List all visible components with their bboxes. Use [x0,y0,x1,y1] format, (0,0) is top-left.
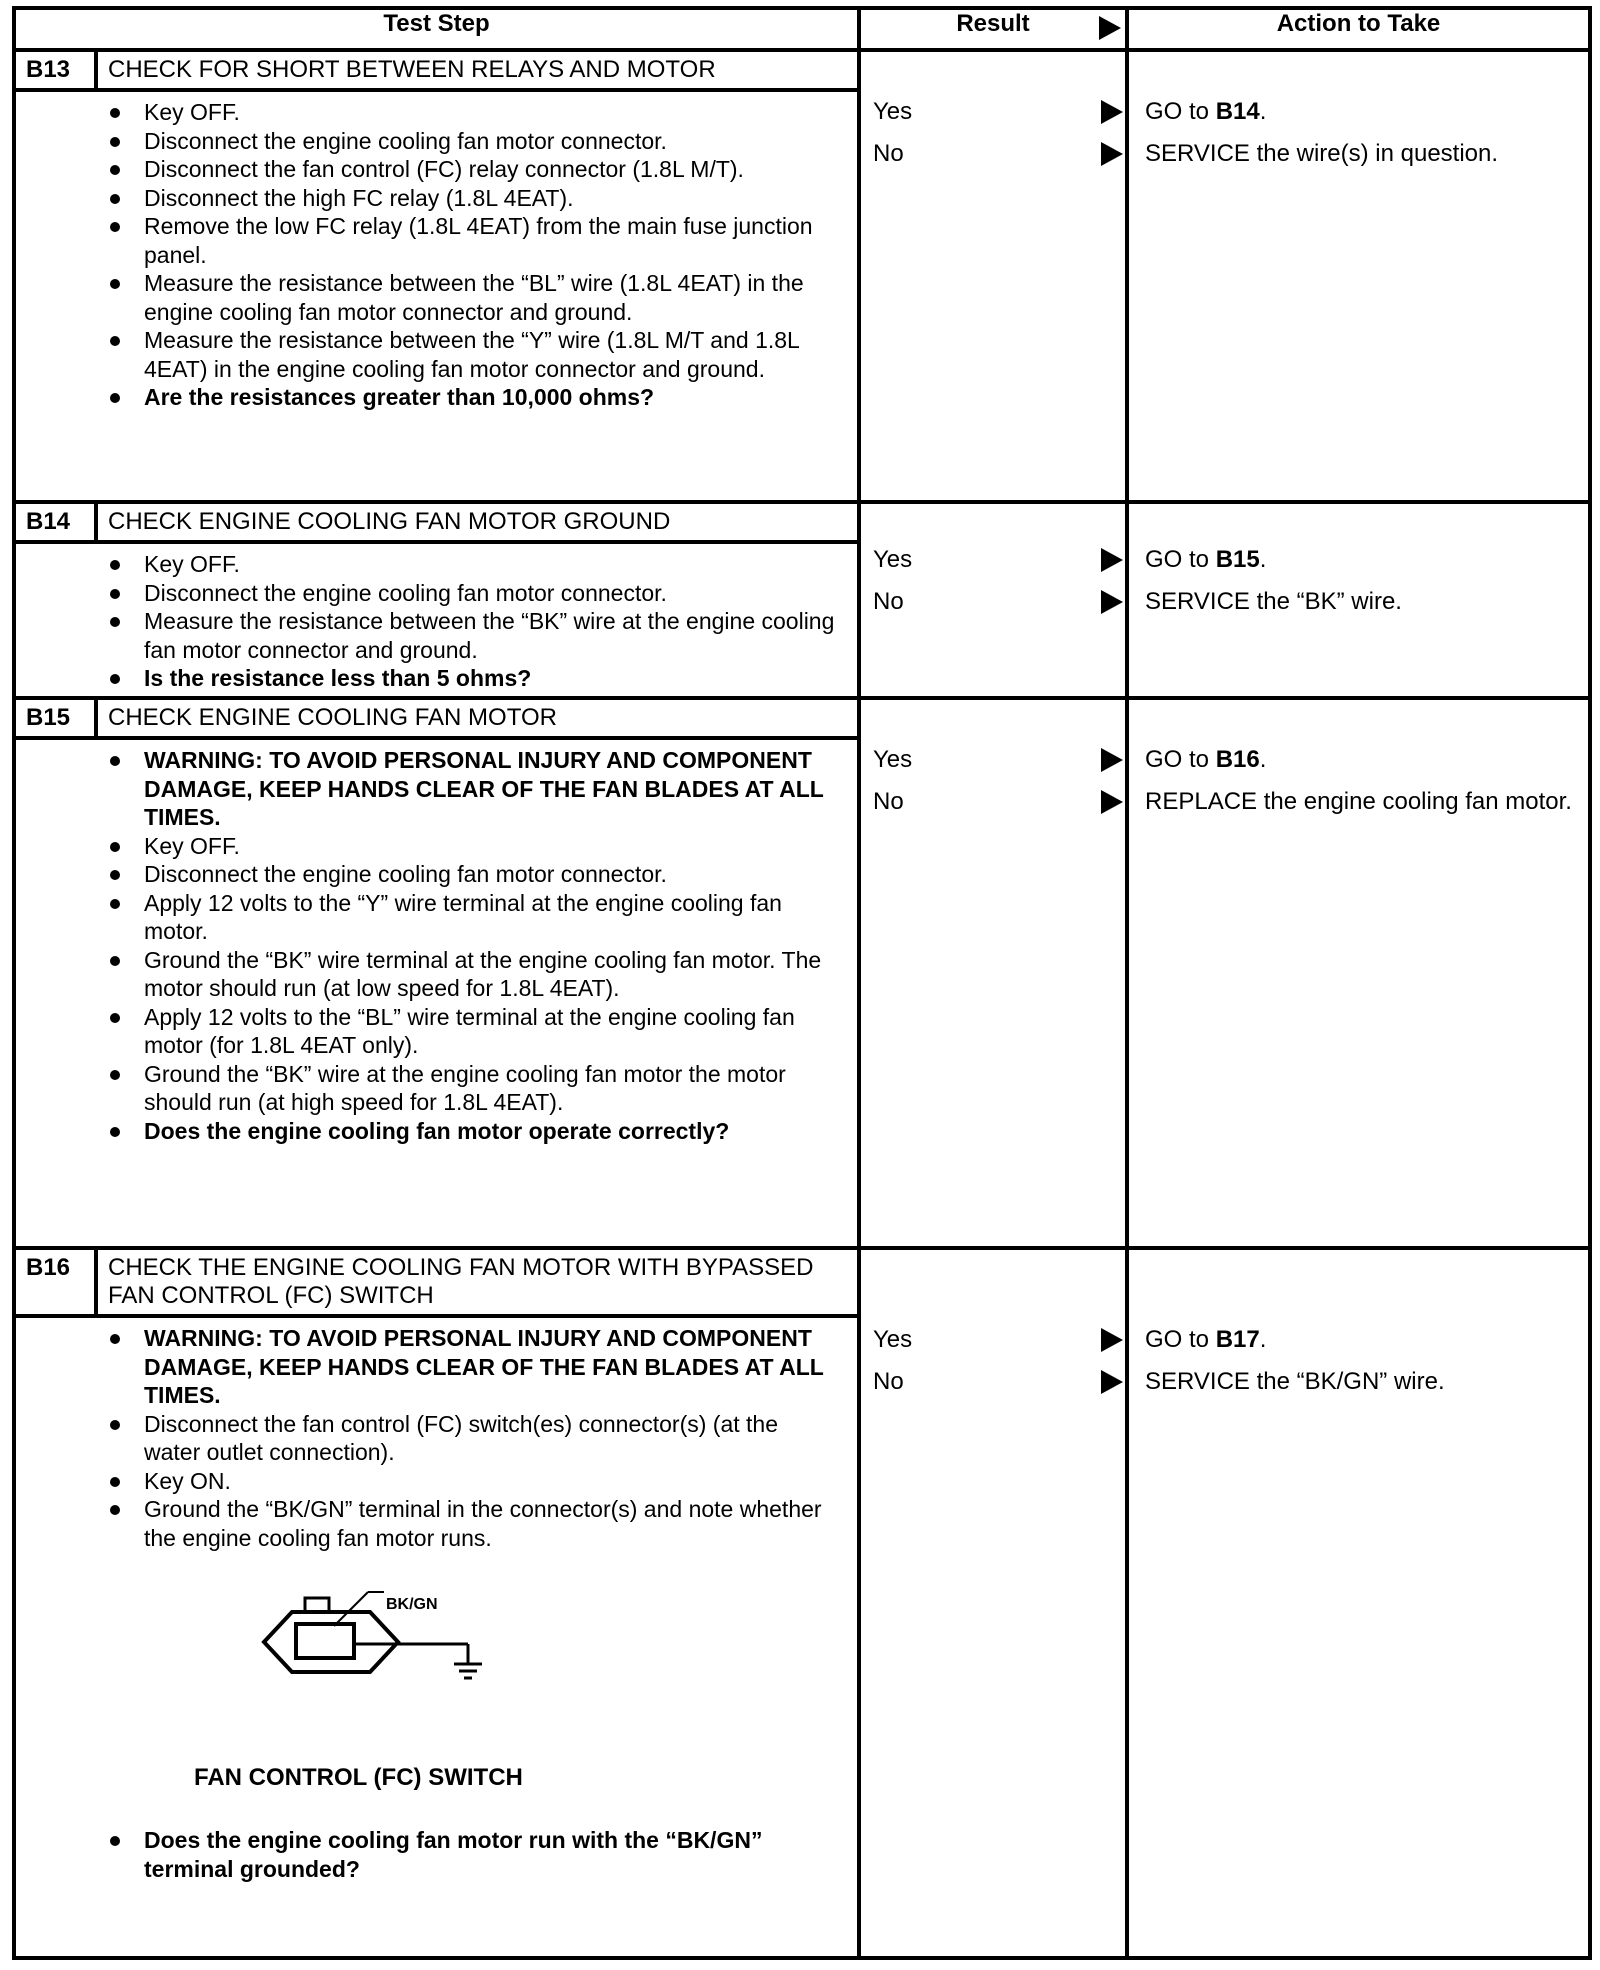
step-heading [16,52,857,92]
list-item: Disconnect the engine cooling fan motor connector. [106,579,837,608]
step-id: B16 [16,1250,98,1314]
list-item: Apply 12 volts to the “Y” wire terminal at the engine cooling fan motor. [106,889,837,946]
header-result [859,8,1127,50]
result-cell [859,1248,1127,1958]
arrow-right-icon [1101,1328,1123,1352]
result-cell [859,502,1127,698]
list-item: Ground the “BK” wire at the engine cooling fan motor the motor should run (at high speed for 1.8L 4EAT). [106,1060,837,1117]
result-cell [859,50,1127,502]
test-step-cell [14,1248,859,1958]
arrow-right-icon [1099,16,1121,40]
test-step-cell [14,50,859,502]
list-item: Key OFF. [106,550,837,579]
step-row-b14 [14,502,1590,698]
list-item: Measure the resistance between the “BK” wire at the engine cooling fan motor connector and ground. [106,607,837,664]
fc-switch-figure [16,1554,857,1804]
list-item: Disconnect the engine cooling fan motor connector. [106,860,837,889]
list-item: Disconnect the engine cooling fan motor connector. [106,127,837,156]
header-result-label: Result [956,10,1030,37]
step-title: CHECK FOR SHORT BETWEEN RELAYS AND MOTOR [108,56,716,83]
list-item: Ground the “BK/GN” terminal in the connector(s) and note whether the engine cooling fan motor runs. [106,1495,837,1552]
step-heading [16,1250,857,1318]
arrow-right-icon [1101,548,1123,572]
action-no: SERVICE the wire(s) in question. [1145,140,1499,167]
warning-item: WARNING: TO AVOID PERSONAL INJURY AND COMPONENT DAMAGE, KEEP HANDS CLEAR OF THE FAN BLADES AT ALL TIMES. [106,746,837,832]
header-action: Action to Take [1127,8,1590,50]
figure-caption: FAN CONTROL (FC) SWITCH [194,1764,523,1791]
result-yes: Yes [861,98,1125,130]
final-items [16,1804,857,1885]
list-item: Apply 12 volts to the “BL” wire terminal at the engine cooling fan motor (for 1.8L 4EAT only). [106,1003,837,1060]
step-question: Does the engine cooling fan motor operate correctly? [106,1117,837,1146]
list-item: Key ON. [106,1467,837,1496]
list-item: Key OFF. [106,98,837,127]
list-item: Key OFF. [106,832,837,861]
arrow-right-icon [1101,590,1123,614]
list-item: Measure the resistance between the “Y” wire (1.8L M/T and 1.8L 4EAT) in the engine cooling fan motor connector and ground. [106,326,837,383]
step-id: B15 [16,700,98,736]
step-title: CHECK THE ENGINE COOLING FAN MOTOR WITH BYPASSED FAN CONTROL (FC) SWITCH [108,1254,814,1309]
list-item: Remove the low FC relay (1.8L 4EAT) from the main fuse junction panel. [106,212,837,269]
result-no: No [861,788,1125,820]
table-header-row [14,8,1590,50]
step-items [16,92,857,414]
step-heading [16,504,857,544]
action-cell [1127,50,1590,502]
action-yes: GO to B14. [1145,98,1267,125]
step-id: B14 [16,504,98,540]
step-row-b13 [14,50,1590,502]
list-item: Disconnect the fan control (FC) switch(es) connector(s) (at the water outlet connection). [106,1410,837,1467]
step-items [16,1318,857,1554]
result-yes: Yes [861,1326,1125,1358]
list-item: Ground the “BK” wire terminal at the engine cooling fan motor. The motor should run (at low speed for 1.8L 4EAT). [106,946,837,1003]
step-row-b15 [14,698,1590,1248]
arrow-right-icon [1101,100,1123,124]
arrow-right-icon [1101,748,1123,772]
action-no: SERVICE the “BK/GN” wire. [1145,1368,1445,1395]
step-title: CHECK ENGINE COOLING FAN MOTOR GROUND [108,508,671,535]
result-no: No [861,140,1125,172]
header-test-step: Test Step [14,8,859,50]
result-yes: Yes [861,546,1125,578]
diagnostic-table [12,6,1592,1960]
action-cell [1127,502,1590,698]
result-cell [859,698,1127,1248]
test-step-cell [14,698,859,1248]
result-yes: Yes [861,746,1125,778]
step-question: Is the resistance less than 5 ohms? [106,664,837,693]
action-yes: GO to B16. [1145,746,1267,773]
step-id: B13 [16,52,98,88]
warning-item: WARNING: TO AVOID PERSONAL INJURY AND COMPONENT DAMAGE, KEEP HANDS CLEAR OF THE FAN BLADES AT ALL TIMES. [106,1324,837,1410]
list-item: Disconnect the high FC relay (1.8L 4EAT). [106,184,837,213]
list-item: Measure the resistance between the “BL” wire (1.8L 4EAT) in the engine cooling fan motor connector and ground. [106,269,837,326]
step-heading [16,700,857,740]
step-question: Are the resistances greater than 10,000 ohms? [106,383,837,412]
action-cell [1127,698,1590,1248]
arrow-right-icon [1101,1370,1123,1394]
diagnostic-table-sheet [12,6,1588,1960]
step-title: CHECK ENGINE COOLING FAN MOTOR [108,704,557,731]
wire-label: BK/GN [386,1596,438,1613]
action-no: REPLACE the engine cooling fan motor. [1145,788,1572,815]
step-question: Does the engine cooling fan motor run with the “BK/GN” terminal grounded? [106,1826,837,1883]
arrow-right-icon [1101,142,1123,166]
action-no: SERVICE the “BK” wire. [1145,588,1402,615]
action-cell [1127,1248,1590,1958]
action-yes: GO to B17. [1145,1326,1267,1353]
arrow-right-icon [1101,790,1123,814]
list-item: Disconnect the fan control (FC) relay connector (1.8L M/T). [106,155,837,184]
step-items [16,544,857,695]
step-items [16,740,857,1147]
fc-switch-diagram [16,1554,861,1754]
result-no: No [861,1368,1125,1400]
step-row-b16 [14,1248,1590,1958]
action-yes: GO to B15. [1145,546,1267,573]
test-step-cell [14,502,859,698]
result-no: No [861,588,1125,620]
